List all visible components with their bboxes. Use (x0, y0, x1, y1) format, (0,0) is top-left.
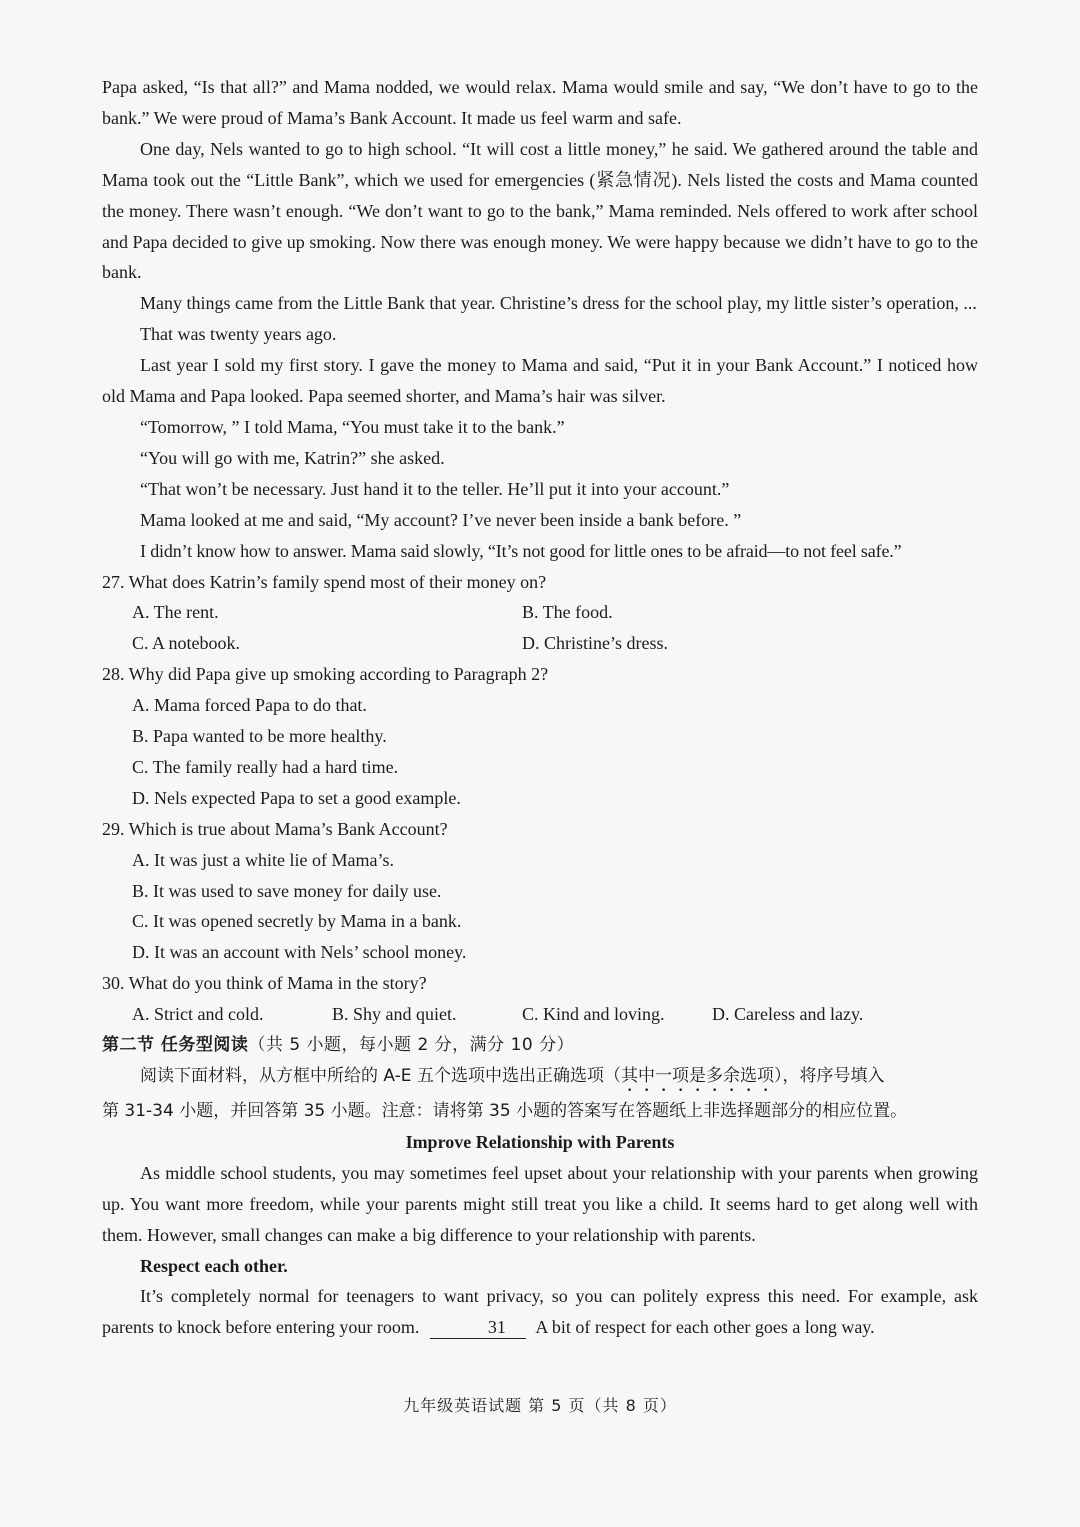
question-stem: 28. Why did Papa give up smoking according to Paragraph 2? (102, 664, 549, 685)
option-b: B. Shy and quiet. (332, 1004, 457, 1025)
option-a: A. Mama forced Papa to do that. (132, 695, 367, 716)
option-d: D. Careless and lazy. (712, 1004, 864, 1025)
passage-paragraph: “You will go with me, Katrin?” she asked. (140, 447, 445, 468)
section-score-note: （共 5 小题，每小题 2 分，满分 10 分） (248, 1035, 575, 1056)
answer-blank: 31 (430, 1316, 526, 1339)
passage-paragraph: That was twenty years ago. (140, 324, 337, 345)
passage-paragraph: “That won’t be necessary. Just hand it to the teller. He’ll put it into your account.” (140, 478, 730, 499)
option-b: B. Papa wanted to be more healthy. (132, 726, 387, 747)
option-d: D. It was an account with Nels’ school money. (132, 942, 467, 963)
instructions-line-1 (102, 1061, 978, 1096)
option-row (102, 999, 978, 1030)
option-c: C. The family really had a hard time. (132, 756, 399, 777)
option-b: B. It was used to save money for daily use. (132, 880, 442, 901)
reading-subheading: Respect each other. (140, 1255, 288, 1276)
instructions-line-2: 第 31-34 小题，并回答第 35 小题。注意：请将第 35 小题的答案写在答题纸上非选择题部分的相应位置。 (102, 1101, 908, 1121)
reading-title: Improve Relationship with Parents (405, 1131, 675, 1152)
question-stem: 27. What does Katrin’s family spend most of their money on? (102, 571, 547, 592)
option-c: C. Kind and loving. (522, 1004, 665, 1025)
option-row (102, 597, 978, 628)
option-row (102, 628, 978, 659)
reading-text: A bit of respect for each other goes a long way. (535, 1317, 875, 1338)
option-a: A. The rent. (132, 602, 219, 623)
reading-paragraph: As middle school students, you may sometimes feel upset about your relationship with your parents when growing up. You want more freedom, while your parents might still treat you like a child. It seems hard to get along well with them. However, small changes can make a big difference to your relationship with parents. (102, 1162, 978, 1245)
option-d: D. Nels expected Papa to set a good example. (132, 787, 461, 808)
instructions-text: 阅读下面材料，从方框中所给的 A-E 五个选项中选出正确选项（ (140, 1066, 621, 1086)
passage-paragraph: “Tomorrow, ” I told Mama, “You must take it to the bank.” (140, 416, 565, 437)
section-heading (102, 1030, 978, 1061)
question-stem: 29. Which is true about Mama’s Bank Account? (102, 818, 448, 839)
passage-paragraph: Many things came from the Little Bank that year. Christine’s dress for the school play, my little sister’s operation, ... (140, 293, 977, 314)
instructions-text: ），将序号填入 (773, 1066, 885, 1086)
option-d: D. Christine’s dress. (522, 633, 668, 654)
option-a: A. Strict and cold. (132, 1004, 264, 1025)
reading-text: It’s completely normal for teenagers to want privacy, so you can politely express this need. For example, ask parents to knock before entering your room. (102, 1286, 978, 1338)
reading-paragraph (102, 1281, 978, 1343)
section-title: 第二节 任务型阅读 (102, 1035, 249, 1056)
option-b: B. The food. (522, 602, 613, 623)
passage-paragraph: One day, Nels wanted to go to high school. “It will cost a little money,” he said. We gathered around the table and Mama took out the “Little Bank”, which we used for emergencies (紧急情况). Nels listed the costs and Mama counted the money. There wasn’t enough. “We don’t want to go to the bank,” Mama reminded. Nels offered to work after school and Papa decided to give up smoking. Now there was enough money. We were happy because we didn’t have to go to the bank. (102, 138, 978, 283)
passage-paragraph: Mama looked at me and said, “My account? I’ve never been inside a bank before. ” (140, 509, 742, 530)
passage-paragraph: I didn’t know how to answer. Mama said slowly, “It’s not good for little ones to be afraid—to not feel safe.” (140, 540, 902, 561)
exam-page (102, 72, 978, 1343)
option-a: A. It was just a white lie of Mama’s. (132, 849, 394, 870)
passage-paragraph: Papa asked, “Is that all?” and Mama nodded, we would relax. Mama would smile and say, “We don’t have to go to the bank.” We were proud of Mama’s Bank Account. It made us feel warm and safe. (102, 77, 978, 128)
question-stem: 30. What do you think of Mama in the story? (102, 973, 427, 994)
option-c: C. A notebook. (132, 633, 241, 654)
option-c: C. It was opened secretly by Mama in a bank. (132, 911, 462, 932)
page-footer: 九年级英语试题 第 5 页（共 8 页） (403, 1396, 677, 1415)
instructions-emphasis: 其中一项是多余选项 (620, 1066, 774, 1086)
passage-paragraph: Last year I sold my first story. I gave the money to Mama and said, “Put it in your Bank Account.” I noticed how old Mama and Papa looked. Papa seemed shorter, and Mama’s hair was silver. (102, 355, 978, 407)
